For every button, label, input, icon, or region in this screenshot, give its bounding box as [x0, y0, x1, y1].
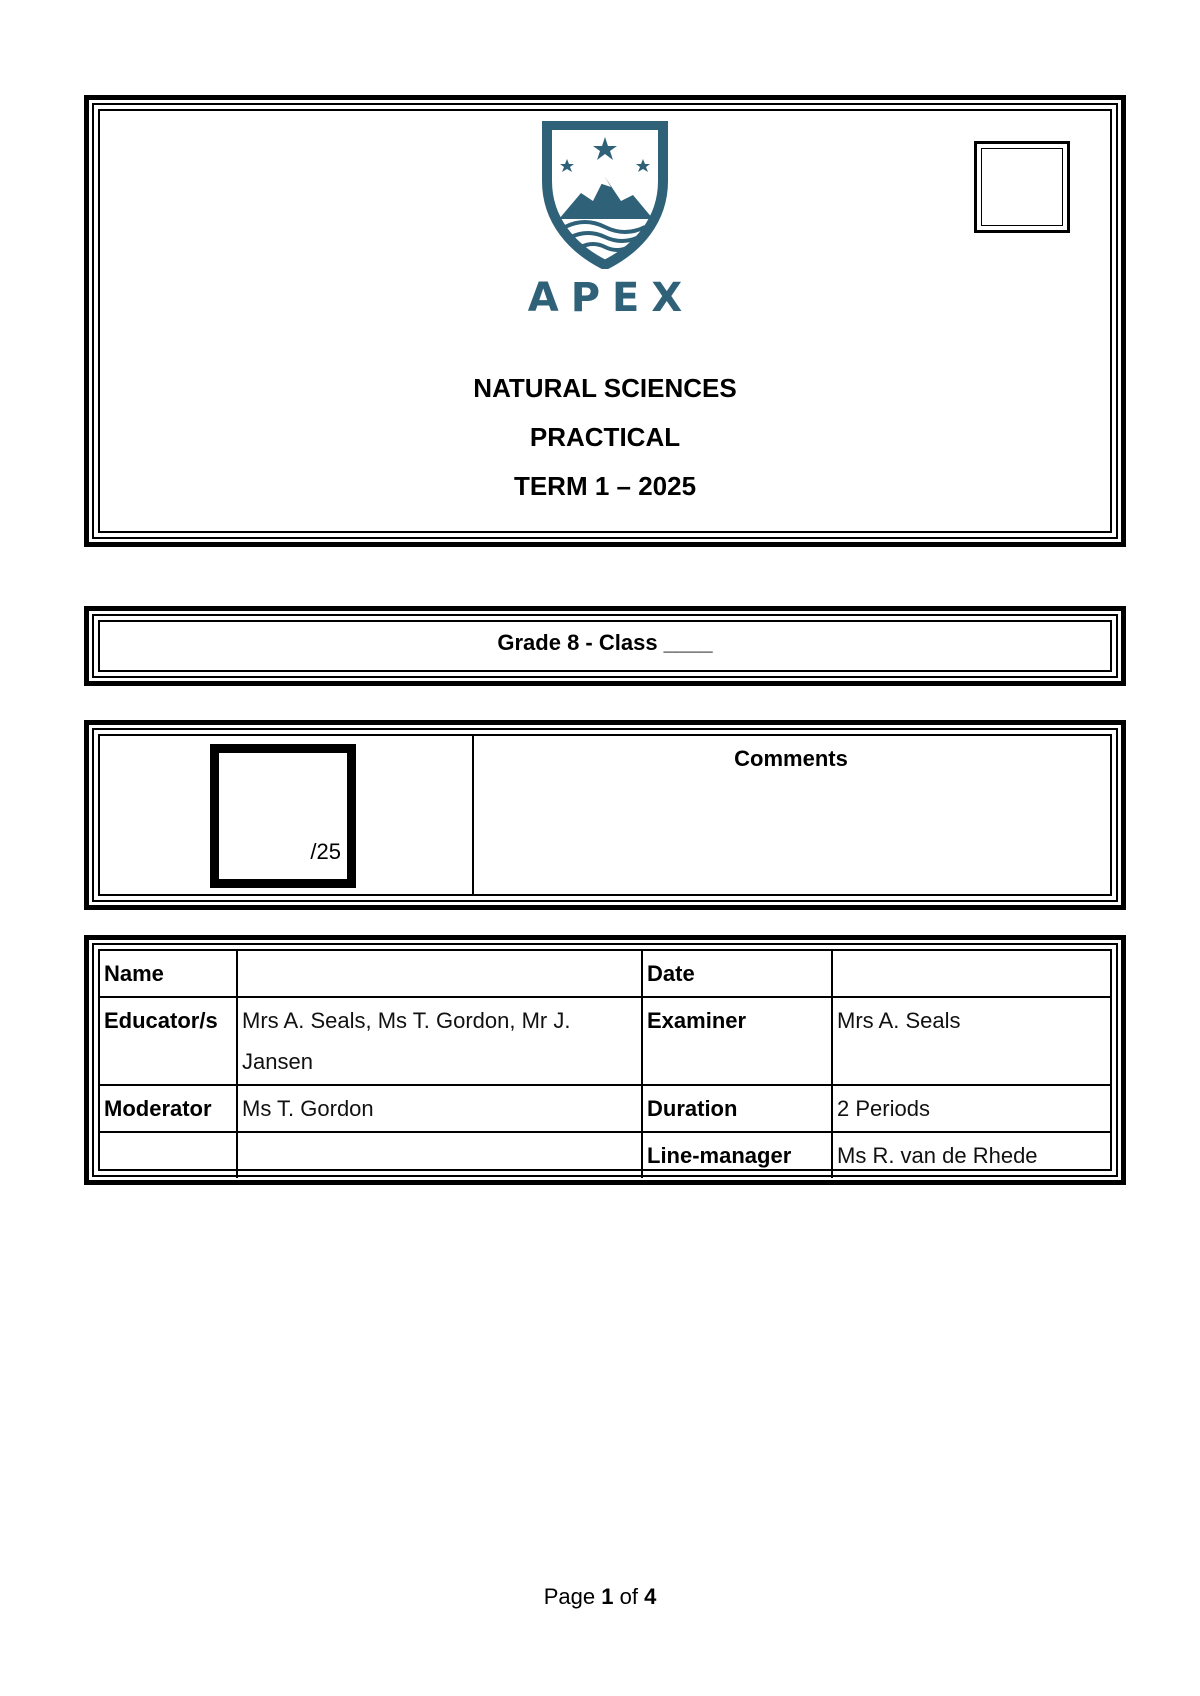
marks-comments-box	[84, 720, 1126, 910]
assessment-type: PRACTICAL	[529, 422, 681, 452]
table-row	[100, 1132, 1110, 1178]
assessment-info-table	[100, 951, 1110, 1178]
examiner-label: Examiner	[642, 997, 832, 1085]
assessment-info-box	[84, 935, 1126, 1185]
educators-label: Educator/s	[100, 997, 237, 1085]
line-manager-value: Ms R. van de Rhede	[832, 1132, 1110, 1178]
grade-class-box	[84, 606, 1126, 686]
duration-label: Duration	[642, 1085, 832, 1132]
score-box	[210, 744, 356, 888]
cover-header	[84, 95, 1126, 547]
table-row	[100, 997, 1110, 1085]
moderator-label: Moderator	[100, 1085, 237, 1132]
subject-title: NATURAL SCIENCES	[473, 373, 737, 403]
examiner-value: Mrs A. Seals	[832, 997, 1110, 1085]
term-year: TERM 1 – 2025	[513, 471, 697, 501]
stamp-box	[974, 141, 1070, 233]
date-field[interactable]	[832, 951, 1110, 997]
empty-value-cell	[237, 1132, 642, 1178]
marks-cell	[100, 736, 474, 894]
page-footer	[0, 1584, 1200, 1610]
moderator-value: Ms T. Gordon	[237, 1085, 642, 1132]
table-row	[100, 951, 1110, 997]
name-field[interactable]	[237, 951, 642, 997]
empty-label-cell	[100, 1132, 237, 1178]
page-label: Page	[543, 1584, 596, 1609]
school-logo	[100, 121, 1110, 321]
date-label: Date	[642, 951, 832, 997]
of-label: of	[619, 1584, 638, 1609]
page-current: 1	[601, 1584, 614, 1609]
brand-wordmark: APEX	[527, 275, 695, 321]
duration-value: 2 Periods	[832, 1085, 1110, 1132]
educators-value: Mrs A. Seals, Ms T. Gordon, Mr J. Jansen	[237, 997, 642, 1085]
table-row	[100, 1085, 1110, 1132]
comments-heading: Comments	[734, 746, 848, 771]
grade-class-label: Grade 8 - Class ____	[497, 630, 713, 655]
line-manager-label: Line-manager	[642, 1132, 832, 1178]
name-label: Name	[100, 951, 237, 997]
score-total: /25	[310, 839, 341, 864]
shield-crest-icon	[541, 121, 669, 269]
page-total: 4	[644, 1584, 657, 1609]
